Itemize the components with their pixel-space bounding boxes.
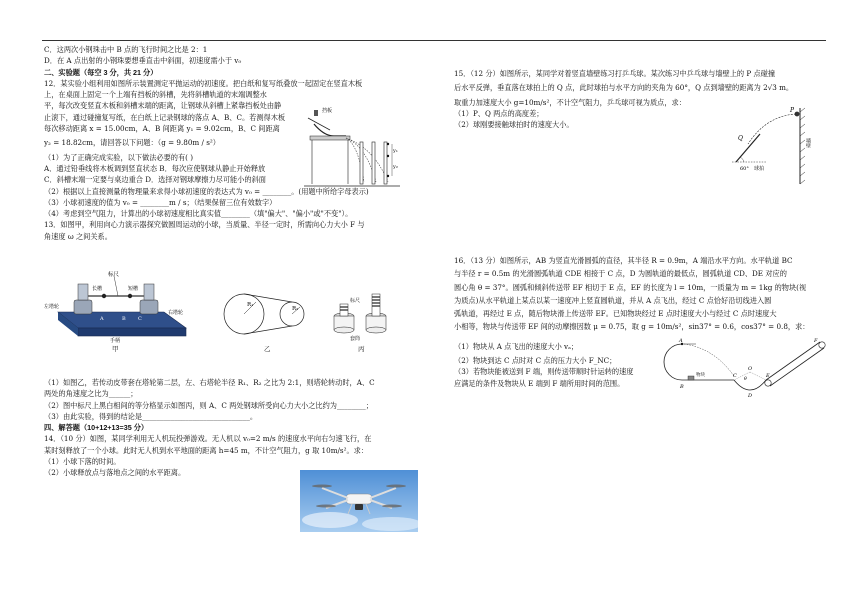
q16-sub1: （1）物块从 A 点飞出的速度大小 vₐ； xyxy=(454,341,579,351)
y1-label: y₁ xyxy=(393,148,398,154)
q15-line: 取重力加速度大小 g=10m/s²，不计空气阻力，乒乓球可视为质点，求： xyxy=(454,97,686,107)
right-tower-wheel-label: 右塔轮 xyxy=(168,310,184,316)
q12-line: 上，在桌面上固定一个上端有挡板的斜槽，先将斜槽轨道的末端调整水 xyxy=(44,90,267,100)
label-a: A xyxy=(100,316,104,322)
label-c: C xyxy=(138,316,142,322)
q12-sub1: （1）为了正确完成实验，以下做法必要的有( ) xyxy=(44,152,194,162)
q13-line: 13．如图甲，利用向心力演示器探究做圆周运动的小球，当质量、半径一定时，所需向心力大小 F 与 xyxy=(44,220,365,230)
q12-apparatus-figure xyxy=(300,98,404,190)
left-tower-wheel-label: 左塔轮 xyxy=(44,304,60,310)
q12-line: y₂ = 18.82cm，请回答以下问题：（g = 9.80m / s²） xyxy=(44,138,220,148)
figure-yi-caption: 乙 xyxy=(264,345,271,353)
q16-sub3-cont: 应满足的条件及物块从 E 端到 F 端所用时间的范围。 xyxy=(454,378,625,388)
q13-line: 角速度 ω 之间关系。 xyxy=(44,231,112,241)
q16-line: 为质点)从水平轨道上某点以某一速度冲上竖直圆轨道，并从 A 点飞出，经过 C 点恰好沿切线进入圆 xyxy=(454,295,772,305)
short-slot-label: 短槽 xyxy=(128,286,139,292)
q16-sub3: （3）若物块能被送到 F 端，则传送带顺时针运转的速度 xyxy=(454,367,634,377)
q14-line: 某时刻释放了一个小球。此时无人机到水平地面的距离 h=45 m，不计空气阻力，g 取 10m/s²。求： xyxy=(44,445,369,455)
q12-line: 12．某实验小组利用如图所示装置测定平抛运动的初速度。把白纸和复写纸叠放一起固定在竖直木板 xyxy=(44,78,363,88)
label-b: B xyxy=(122,316,126,322)
handle-label: 手柄 xyxy=(110,338,121,344)
angle-label: 60° xyxy=(740,166,749,172)
pt-b: B xyxy=(680,384,684,390)
q16-line: 小相等，物块与传送带 EF 间的动摩擦因数 μ = 0.75，取 g = 10m/s²，sin37° = 0.6，cos37° = 0.8，求： xyxy=(454,322,810,332)
q15-line: 15．（12 分）如图所示，某同学对着竖直墙壁练习打乒乓球。某次练习中乒乓球与墙壁上的 P 点碰撞 xyxy=(454,69,776,78)
q13-sub1-cont: 两处的角速度之比为______； xyxy=(44,389,138,399)
section-experiment-heading: 二、实验题（每空 3 分，共 21 分） xyxy=(44,67,158,77)
pt-f: F xyxy=(814,338,818,344)
q12-option-ab: A．通过铅垂线将木板调到竖直状态 B．每次应使钢球从静止开始释放 xyxy=(44,163,266,173)
q13-sub1: （1）如图乙，若传动皮带套在塔轮第二层，左、右塔轮半径 R₁、R₂ 之比为 2:1，则塔轮转动时，A、C xyxy=(44,378,375,387)
section-calc-heading: 四、解答题（10+12+13=35 分） xyxy=(44,423,149,433)
q16-line: 16．（13 分）如图所示，AB 为竖直光滑圆弧的直径，其半径 R = 0.9m，A 端沿水平方向。水平轨道 BC xyxy=(454,256,793,265)
q15-sub1: （1）P、Q 两点的高度差； xyxy=(454,108,544,118)
q12-line: 每次移动距离 x = 15.00cm，A、B 间距离 y₁ = 9.02cm，B、C 间距离 xyxy=(44,124,280,134)
q14-sub1: （1）小球下落的时间。 xyxy=(44,457,121,467)
q16-line: 弧轨道，再经过 E 点，随后物块滑上传送带 EF。已知物块经过 E 点时速度大小与经过 C 点时速度大 xyxy=(454,309,777,319)
q13-figure-bing xyxy=(330,286,394,342)
object-label: 物块 xyxy=(696,373,705,378)
q12-sub3: （3）小球初速度的值为 v₀ = ________m / s；（结果保留三位有效数字） xyxy=(44,197,277,207)
option-d: D．在 A 点出射的小钢珠要想垂直击中斜面，初速度需小于 v₀ xyxy=(44,56,242,66)
pt-c: C xyxy=(733,373,737,379)
ruler-label-2: 标尺 xyxy=(350,298,361,304)
q14-line: 14．（10 分）如图，某同学利用无人机玩投弹游戏。无人机以 v₀=2 m/s 的速度水平向右匀速飞行，在 xyxy=(44,434,372,444)
long-slot-label: 长槽 xyxy=(92,286,103,292)
pt-a: A xyxy=(679,338,683,344)
q13-figure-jia xyxy=(44,268,194,346)
q13-sub3: （3）由此实验，得到的结论是______________________________。 xyxy=(44,411,258,421)
option-c: C．这两次小钢珠击中 B 点的飞行时间之比是 2：1 xyxy=(44,45,208,54)
q12-line: 平，每次改变竖直木板和斜槽末端的距离，让钢球从斜槽上紧靠挡板处由静 xyxy=(44,101,282,111)
drone-photo xyxy=(300,470,418,532)
q16-sub2: （2）物块到达 C 点时对 C 点的压力大小 F_NC； xyxy=(454,356,617,366)
point-p-label: P xyxy=(790,107,795,114)
wall-label-1: 墙壁 xyxy=(805,138,811,148)
pt-o: O xyxy=(748,366,753,372)
q13-figure-yi xyxy=(222,290,318,340)
q14-sub2: （2）小球释放点与落地点之间的水平距离。 xyxy=(44,468,186,478)
q12-line: 止滚下，通过碰撞复写纸，在白纸上记录钢球的落点 A、B、C。若测得木板 xyxy=(44,112,286,122)
point-q-label: Q xyxy=(738,135,743,142)
baffle-label: 挡板 xyxy=(322,108,333,114)
q12-sub2: （2）根据以上直接测量的物理量来求得小球初速度的表达式为 v₀ = ________。(用题中所给字母表示) xyxy=(44,186,369,196)
r2-label: R₂ xyxy=(292,306,299,312)
q12-sub4: （4）考虑到空气阻力，计算出的小球初速度相比真实值________（填"偏大"、"偏小"或"不变"）。 xyxy=(44,209,353,219)
figure-jia-caption: 甲 xyxy=(112,345,119,353)
q15-sub2: （2）球刚要接触球拍时的速度大小。 xyxy=(454,120,574,130)
pt-e: E xyxy=(766,373,770,379)
y2-label: y₂ xyxy=(393,164,398,170)
q15-figure xyxy=(726,104,822,186)
q16-line: 与半径 r = 0.5m 的光滑圆弧轨道 CDE 相接于 C 点，D 为圆轨道的最低点，圆弧轨道 CD、DE 对应的 xyxy=(454,269,787,279)
q15-line: 后水平反弹，垂直落在球拍上的 Q 点，此时球拍与水平方向的夹角为 60°，Q 点到墙壁的距离为 2√3 m。 xyxy=(454,83,794,93)
pt-d: D xyxy=(748,393,753,399)
q12-option-cd: C．斜槽末端一定要与桌边重合 D．选择对钢球摩擦力尽可能小的斜面 xyxy=(44,175,266,185)
q16-figure xyxy=(662,336,826,400)
q13-sub2: （2）图中标尺上黑白相间的等分格显示如图丙，则 A、C 两处钢球所受向心力大小之比约为________； xyxy=(44,400,373,410)
sleeve-label: 套筒 xyxy=(350,336,361,342)
figure-bing-caption: 丙 xyxy=(358,345,365,353)
theta-label: θ xyxy=(744,377,747,382)
q16-line: 圆心角 θ = 37°。圆弧和倾斜传送带 EF 相切于 E 点，EF 的长度为 l = 10m，一质量为 m = 1kg 的物块(视 xyxy=(454,282,807,292)
ruler-label: 标尺 xyxy=(108,272,120,278)
r1-label: R₁ xyxy=(247,302,254,308)
left-column-lower xyxy=(44,377,422,479)
paddle-label: 球拍 xyxy=(754,166,765,172)
header-rule xyxy=(42,40,826,41)
